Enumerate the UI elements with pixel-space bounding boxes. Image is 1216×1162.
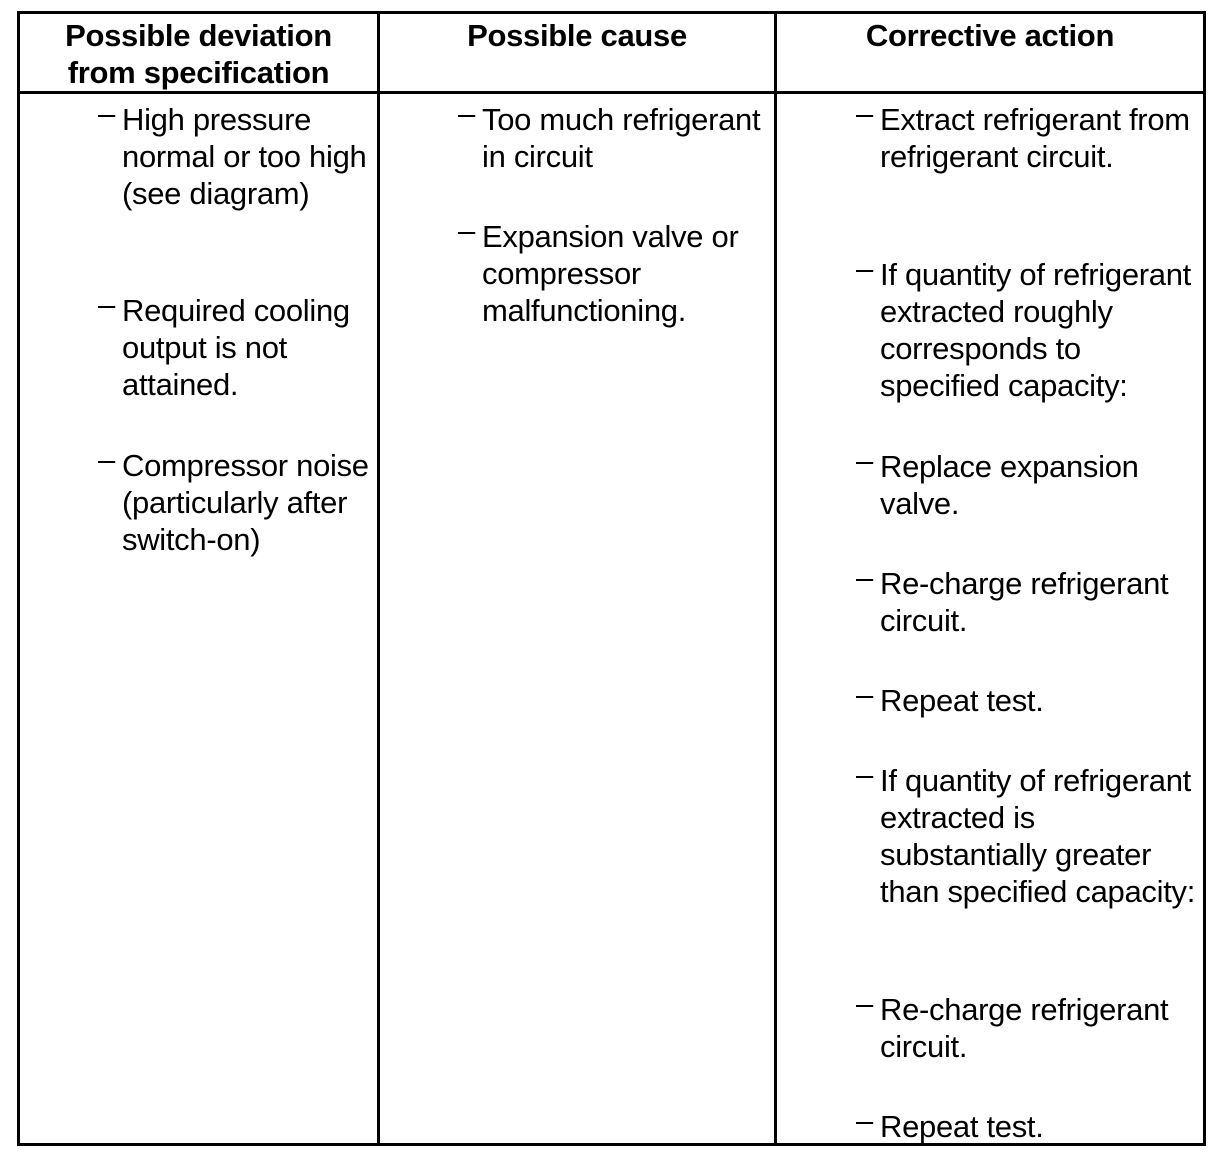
list-item (856, 986, 1203, 1108)
list-item (98, 96, 375, 292)
list-item (856, 1103, 1203, 1145)
list-item (98, 442, 375, 558)
list-item (856, 96, 1203, 256)
deviation-text: Compressor noise (particularly after switch-on) (122, 448, 369, 557)
bullet-dash: – (98, 287, 115, 322)
bullet-dash: – (458, 213, 475, 248)
bullet-dash: – (98, 442, 115, 477)
list-item (856, 560, 1203, 682)
cause-text: Too much refrigerant in circuit (482, 102, 761, 174)
action-text: If quantity of refrigerant extracted roughly corresponds to specified capacity: (880, 257, 1191, 403)
list-item (458, 96, 770, 218)
bullet-dash: – (856, 757, 873, 792)
header-divider (20, 91, 1203, 94)
bullet-dash: – (856, 560, 873, 595)
deviation-text: Required cooling output is not attained. (122, 293, 350, 402)
bullet-dash: – (856, 677, 873, 712)
header-possible-deviation: Possible deviation from specification (65, 18, 332, 90)
list-item (98, 287, 375, 447)
list-item (458, 213, 770, 329)
column-divider (774, 14, 777, 1143)
column-divider (377, 14, 380, 1143)
action-text: If quantity of refrigerant extracted is substantially greater than specified capacity: (880, 763, 1196, 909)
bullet-dash: – (856, 1103, 873, 1138)
deviation-column (98, 96, 375, 558)
bullet-dash: – (856, 986, 873, 1021)
bullet-dash: – (856, 251, 873, 286)
header-possible-cause: Possible cause (467, 18, 687, 53)
bullet-dash: – (856, 96, 873, 131)
list-item (856, 443, 1203, 565)
bullet-dash: – (98, 96, 115, 131)
action-text: Repeat test. (880, 683, 1044, 718)
cause-column (458, 96, 770, 329)
action-text: Re-charge refrigerant circuit. (880, 566, 1169, 638)
list-item (856, 251, 1203, 448)
deviation-text: High pressure normal or too high (see diagram) (122, 102, 367, 211)
action-text: Replace expansion valve. (880, 449, 1139, 521)
diagnosis-table (17, 11, 1206, 1146)
list-item (856, 677, 1203, 762)
list-item (856, 757, 1203, 991)
action-text: Repeat test. (880, 1109, 1044, 1144)
header-corrective-action: Corrective action (865, 18, 1115, 53)
cause-text: Expansion valve or compressor malfunctioning. (482, 219, 739, 328)
action-text: Extract refrigerant from refrigerant circuit. (880, 102, 1190, 174)
bullet-dash: – (458, 96, 475, 131)
action-text: Re-charge refrigerant circuit. (880, 992, 1169, 1064)
action-column (856, 96, 1203, 1145)
bullet-dash: – (856, 443, 873, 478)
